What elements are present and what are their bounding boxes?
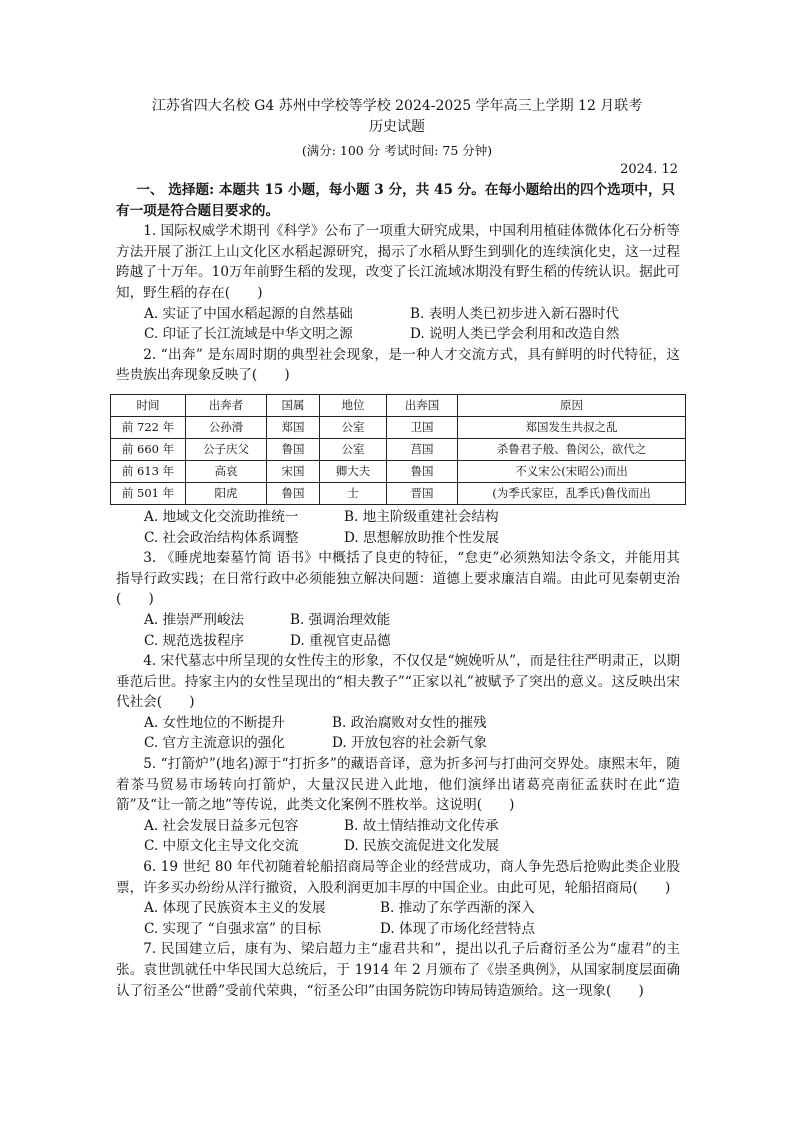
question-4-options (116, 713, 680, 754)
table-cell: 杀鲁君子般、鲁闵公，欲代之 (458, 438, 686, 460)
option-c: C. 官方主流意识的强化 (144, 735, 285, 752)
option-c: C. 印证了长江流域是中华文明之源 (144, 326, 353, 343)
table-cell: 公室 (320, 438, 387, 460)
option-b: B. 表明人类已初步进入新石器时代 (410, 305, 619, 322)
table-cell: (为季氏家臣，乱季氏)鲁伐而出 (458, 482, 686, 504)
option-b: B. 政治腐败对女性的摧残 (332, 714, 487, 731)
table-header: 地位 (320, 394, 387, 416)
question-6-options (116, 898, 680, 939)
table-cell: 前 722 年 (111, 416, 186, 438)
option-b: B. 强调治理效能 (290, 611, 391, 628)
table-cell: 公室 (320, 416, 387, 438)
option-b: B. 推动了东学西渐的深入 (380, 900, 535, 917)
table-cell: 宋国 (267, 460, 320, 482)
table-cell: 莒国 (387, 438, 458, 460)
question-4-stem: 4. 宋代墓志中所呈现的女性传主的形象，不仅仅是“婉娩听从”，而是往往严明肃正，以期垂范后世。持家主内的女性呈现出的“相夫教子”“正家以礼”被赋予了突出的意义。这反映出宋代社会( ) (116, 653, 680, 711)
table-cell: 士 (320, 482, 387, 504)
option-a: A. 社会发展日益多元包容 (144, 817, 299, 834)
question-1-options (116, 304, 680, 345)
option-b: B. 故土情结推动文化传承 (344, 817, 499, 834)
table-row (111, 438, 686, 460)
question-2-options (116, 507, 680, 548)
option-a: A. 体现了民族资本主义的发展 (144, 900, 326, 917)
table-cell: 卿大夫 (320, 460, 387, 482)
table-cell: 高哀 (186, 460, 267, 482)
exam-subject: 历史试题 (369, 119, 425, 135)
option-d: D. 开放包容的社会新气象 (332, 735, 487, 752)
table-cell: 晋国 (387, 482, 458, 504)
table-cell: 阳虎 (186, 482, 267, 504)
option-d: D. 思想解放助推个性发展 (344, 529, 499, 546)
option-a: A. 推崇严刑峻法 (144, 611, 245, 628)
exam-title: 江苏省四大名校 G4 苏州中学校等学校 2024-2025 学年高三上学期 12 月联考 (151, 98, 643, 114)
exam-date: 2024. 12 (620, 162, 678, 177)
table-row (111, 482, 686, 504)
option-c: C. 规范选拔程序 (144, 632, 245, 649)
option-c: C. 中原文化主导文化交流 (144, 838, 299, 855)
table-cell: 公孙滑 (186, 416, 267, 438)
exam-info: (满分: 100 分 考试时间: 75 分钟) (301, 143, 493, 158)
table-cell: 公子庆父 (186, 438, 267, 460)
question-1-stem: 1. 国际权威学术期刊《科学》公布了一项重大研究成果，中国利用植硅体微体化石分析等方法开展了浙江上山文化区水稻起源研究，揭示了水稻从野生到驯化的连续演化史，这一过程跨越了十万年。10万年前野生稻的发现，改变了长江流域冰期没有野生稻的传统认识。据此可知，野生稻的存在( ) (116, 223, 680, 301)
table-cell: 郑国 (267, 416, 320, 438)
table-cell: 鲁国 (267, 482, 320, 504)
option-a: A. 实证了中国水稻起源的自然基础 (144, 305, 353, 322)
question-7-stem: 7. 民国建立后，康有为、梁启超力主“虚君共和”，提出以孔子后裔衍圣公为“虚君”的主张。袁世凯就任中华民国大总统后，于 1914 年 2 月颁布了《崇圣典例》，从国家制度层面确认了衍圣公“世爵”受前代荣典，“衍圣公印”由国务院饬印铸局铸造颁给。这一现象( ) (116, 941, 680, 999)
option-d: D. 体现了市场化经营特点 (380, 920, 535, 937)
option-c: C. 社会政治结构体系调整 (144, 529, 299, 546)
table-cell: 前 613 年 (111, 460, 186, 482)
table-header: 国属 (267, 394, 320, 416)
question-2-stem: 2. “出奔” 是东周时期的典型社会现象，是一种人才交流方式，具有鲜明的时代特征，这些贵族出奔现象反映了( ) (116, 346, 680, 384)
question-3-options (116, 610, 680, 651)
table-header: 时间 (111, 394, 186, 416)
table-cell: 卫国 (387, 416, 458, 438)
table-row (111, 416, 686, 438)
option-d: D. 民族交流促进文化发展 (344, 838, 499, 855)
exam-header (0, 96, 794, 160)
table-header-row (111, 394, 686, 416)
table-cell: 郑国发生共叔之乱 (458, 416, 686, 438)
table-cell: 前 660 年 (111, 438, 186, 460)
table-header: 出奔者 (186, 394, 267, 416)
exile-table (110, 394, 686, 505)
option-b: B. 地主阶级重建社会结构 (344, 508, 499, 525)
option-a: A. 女性地位的不断提升 (144, 714, 285, 731)
question-6-stem: 6. 19 世纪 80 年代初随着轮船招商局等企业的经营成功，商人争先恐后抢购此类企业股票，许多买办纷纷从洋行撤资，入股利润更加丰厚的中国企业。由此可见，轮船招商局( ) (116, 859, 680, 896)
table-cell: 前 501 年 (111, 482, 186, 504)
option-a: A. 地域文化交流助推统一 (144, 508, 299, 525)
table-row (111, 460, 686, 482)
table-header: 出奔国 (387, 394, 458, 416)
option-c: C. 实现了 “自强求富” 的目标 (144, 920, 322, 937)
table-cell: 鲁国 (387, 460, 458, 482)
section-heading-text: 一、 选择题: 本题共 15 小题，每小题 3 分，共 45 分。在每小题给出的四个选项中，只有一项是符合题目要求的。 (116, 182, 676, 219)
option-d: D. 说明人类已学会利用和改造自然 (410, 326, 620, 343)
option-d: D. 重视官吏品德 (290, 632, 391, 649)
table-header: 原因 (458, 394, 686, 416)
section-heading (116, 180, 680, 221)
table-cell: 不义宋公(宋昭公)而出 (458, 460, 686, 482)
question-5-stem: 5. “打箭炉”(地名)源于“打折多”的藏语音译，意为折多河与打曲河交界处。康熙末年，随着茶马贸易市场转向打箭炉，大量汉民进入此地，他们演绎出诸葛亮南征孟获时在此“造箭”及“让一箭之地”等传说，此类文化案例不胜枚举。这说明( ) (116, 756, 680, 814)
exam-body (116, 180, 680, 1001)
question-5-options (116, 816, 680, 857)
question-3-stem: 3. 《睡虎地秦墓竹简 语书》中概括了良吏的特征，“怠吏”必须熟知法令条文，并能用其指导行政实践；在日常行政中必须能独立解决问题：道德上要求廉洁自端。由此可见秦朝吏治( ) (116, 550, 680, 608)
table-cell: 鲁国 (267, 438, 320, 460)
